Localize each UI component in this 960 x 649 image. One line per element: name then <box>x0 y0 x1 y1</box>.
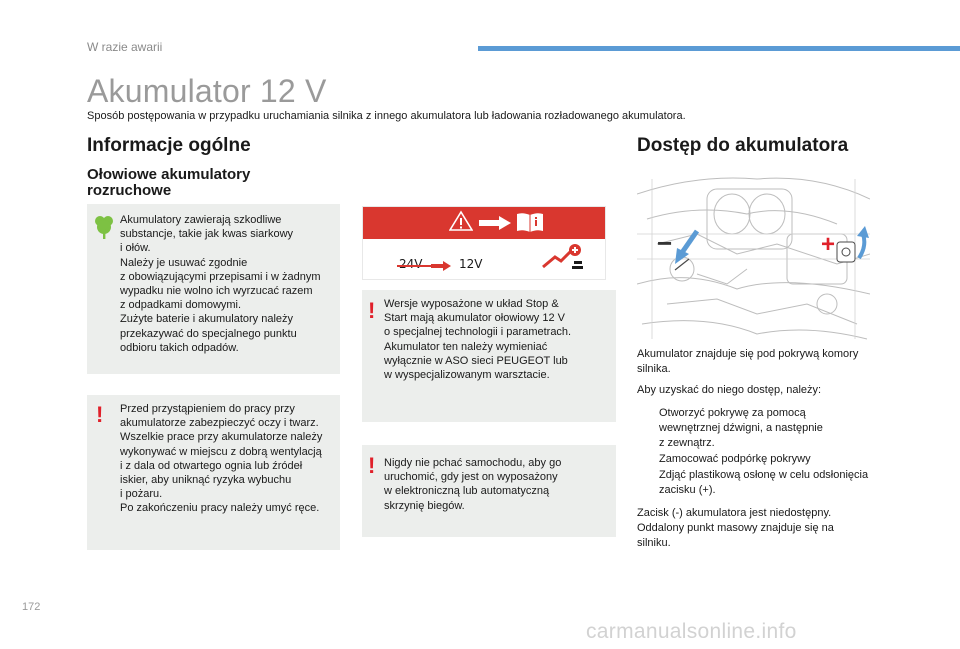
crossed-out-icon <box>397 257 433 275</box>
warning-exclamation-icon: ! <box>368 453 376 478</box>
header-accent-bar <box>478 46 960 51</box>
engine-bay-illustration <box>637 174 870 344</box>
push-start-warning-box <box>362 445 616 537</box>
heading-battery-access: Dostęp do akumulatora <box>637 135 849 156</box>
warning-exclamation-icon: ! <box>96 402 104 427</box>
safety-warning-box <box>87 395 340 550</box>
eco-info-text: Akumulatory zawierają szkodliwe substancje, takie jak kwas siarkowy i ołów. Należy je usuwać zgodnie z obowiązującymi przepisami i w żadnym wypadku nie wolno ich wyrzucać razem z odpadkami domowymi. Zużyte baterie i akumulatory należy przekazywać do specjalnego punktu odbioru takich odpadów. <box>120 214 321 354</box>
small-arrow-icon <box>431 261 451 271</box>
negative-terminal-label: − <box>657 228 673 258</box>
safety-warning-text: Przed przystąpieniem do pracy przy akumulatorze zabezpieczyć oczy i twarz. Wszelkie prace przy akumulatorze należy wykonywać w miejscu z dobrą wentylacją i z dala od otwartego ognia lub źródeł iskier, aby uniknąć ryzyka wybuchu i pożaru. Po zakończeniu pracy należy umyć ręce. <box>120 403 323 515</box>
section-tag: W razie awarii <box>87 40 163 54</box>
positive-terminal-label: + <box>821 231 836 258</box>
arrow-right-icon <box>479 216 511 230</box>
list-item-text: Zamocować podpórkę pokrywy <box>659 453 811 465</box>
battery-location-text: Akumulator znajduje się pod pokrywą komory silnika. <box>637 348 859 375</box>
negative-terminal-note: Zacisk (-) akumulatora jest niedostępny. Oddalony punkt masowy znajduje się na silniku. <box>637 507 834 549</box>
warning-exclamation-icon: ! <box>368 298 376 323</box>
heading-general-info: Informacje ogólne <box>87 135 251 156</box>
stop-start-warning-box <box>362 290 616 422</box>
page-title: Akumulator 12 V <box>87 73 327 109</box>
manual-book-icon <box>515 211 545 233</box>
access-intro-text: Aby uzyskać do niego dostęp, należy: <box>637 384 822 396</box>
watermark: carmanualsonline.info <box>586 620 797 643</box>
list-item-text: Otworzyć pokrywę za pomocą wewnętrznej dźwigni, a następnie z zewnątrz. <box>659 407 823 449</box>
engine-drawing <box>637 174 870 344</box>
stop-start-warning-text: Wersje wyposażone w układ Stop & Start mają akumulator ołowiowy 12 V o specjalnej technologii i parametrach. Akumulator ten należy wymieniać wyłącznie w ASO sieci PEUGEOT lub w wyspecjalizowanym warsztacie. <box>384 298 572 382</box>
subheading-lead-batteries: Ołowiowe akumulatory rozruchowe <box>87 166 251 199</box>
label-24v-text: 24V <box>399 257 423 271</box>
list-item-text: Zdjąć plastikową osłonę w celu odsłonięcia zacisku (+). <box>659 469 869 496</box>
voltage-illustration <box>362 206 606 280</box>
recycle-leaf-icon <box>93 214 115 240</box>
jumper-cable-icon <box>541 243 583 273</box>
eco-info-box <box>87 204 340 374</box>
warning-triangle-icon <box>449 210 473 232</box>
page-subtitle: Sposób postępowania w przypadku uruchamiania silnika z innego akumulatora lub ładowania rozładowanego akumulatora. <box>87 110 686 122</box>
push-start-warning-text: Nigdy nie pchać samochodu, aby go uruchomić, gdy jest on wyposażony w elektroniczną lub automatyczną skrzynię biegów. <box>384 457 562 512</box>
page-number: 172 <box>22 601 41 613</box>
instruction-banner <box>363 207 605 239</box>
label-12v: 12V <box>459 257 483 271</box>
